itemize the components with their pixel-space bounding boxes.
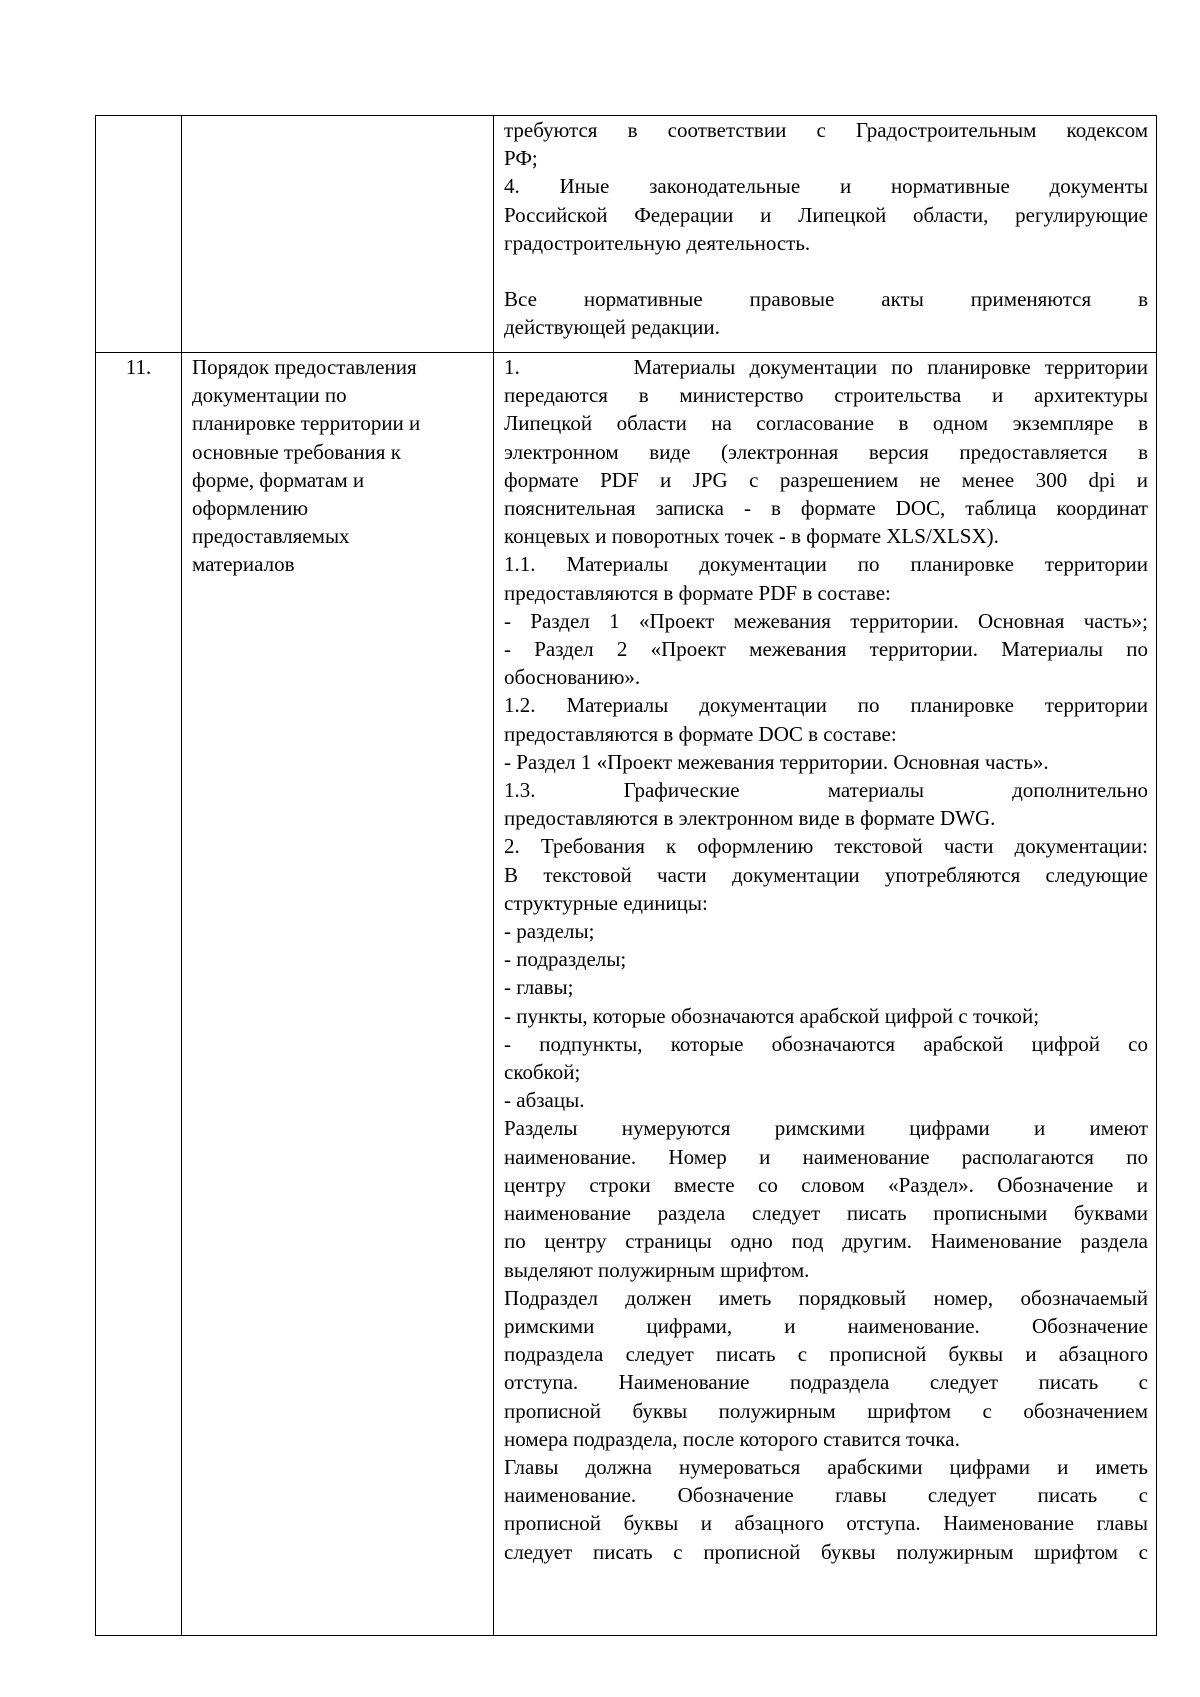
table-row [96, 353, 1157, 1636]
text-line: - пункты, которые обозначаются арабской цифрой с точкой; [504, 1003, 1040, 1028]
name-line: материалов [192, 552, 295, 577]
text-line: предоставляются в формате PDF в составе: [504, 580, 891, 605]
row-value-cell [494, 353, 1157, 1636]
text-line: - подпункты, которые обозначаются арабской цифрой со [504, 1031, 1148, 1056]
text-line: выделяют полужирным шрифтом. [504, 1257, 810, 1282]
text-line: требуются в соответствии с Градостроительным кодексом [504, 118, 1148, 142]
text-line: наименование. Обозначение главы следует писать с [504, 1483, 1148, 1508]
text-line: Подраздел должен иметь порядковый номер, обозначаемый [504, 1285, 1148, 1310]
text-line: предоставляются в электронном виде в формате DWG. [504, 806, 996, 831]
text-line: предоставляются в формате DOC в составе: [504, 721, 897, 746]
text-line: - подразделы; [504, 947, 627, 972]
name-line: документации по [192, 383, 347, 408]
text-line: структурные единицы: [504, 890, 708, 915]
text-line: отступа. Наименование подраздела следует писать с [504, 1370, 1148, 1395]
text-line: 1.3. Графические материалы дополнительно [504, 778, 1148, 803]
row-value-cell [494, 116, 1157, 353]
text-line: передаются в министерство строительства и архитектуры [504, 383, 1148, 408]
text-line: концевых и поворотных точек - в формате XLS/XLSX). [504, 524, 999, 549]
text-line: - главы; [504, 975, 574, 1000]
name-line: оформлению [192, 496, 309, 521]
text-line: обоснованию». [504, 665, 641, 690]
text-line: 4. Иные законодательные и нормативные документы [504, 174, 1148, 199]
name-line: основные требования к [192, 439, 401, 464]
text-line: по центру страницы одно под другим. Наименование раздела [504, 1229, 1148, 1254]
text-line [504, 257, 1148, 285]
row-name-cell [182, 353, 494, 1636]
name-line: планировке территории и [192, 411, 421, 436]
text-line: электронном виде (электронная версия предоставляется в [504, 439, 1148, 464]
row1-text-block [504, 116, 1148, 341]
text-line: Российской Федерации и Липецкой области, регулирующие [504, 202, 1148, 227]
text-line: номера подраздела, после которого ставится точка. [504, 1426, 960, 1451]
text-line: Главы должна нумероваться арабскими цифрами и иметь [504, 1454, 1148, 1479]
text-line: Все нормативные правовые акты применяются в [504, 287, 1148, 312]
requirements-table [95, 115, 1157, 1636]
text-line: - разделы; [504, 919, 595, 944]
table-row [96, 116, 1157, 353]
text-line: - Раздел 1 «Проект межевания территории. Основная часть». [504, 749, 1049, 774]
text-line: действующей редакции. [504, 315, 720, 340]
text-line: римскими цифрами, и наименование. Обозначение [504, 1313, 1148, 1338]
text-line: пояснительная записка - в формате DOC, таблица координат [504, 496, 1148, 521]
text-line: 1. Материалы документации по планировке территории [504, 355, 1148, 379]
text-line: подраздела следует писать с прописной буквы и абзацного [504, 1342, 1148, 1367]
text-line: 1.1. Материалы документации по планировке территории [504, 552, 1148, 577]
text-line: 2. Требования к оформлению текстовой части документации: [504, 834, 1148, 859]
name-line: Порядок предоставления [192, 355, 417, 379]
text-line: Липецкой области на согласование в одном экземпляре в [504, 411, 1148, 436]
name-line: предоставляемых [192, 524, 350, 549]
text-line: градостроительную деятельность. [504, 230, 811, 255]
text-line: наименование раздела следует писать прописными буквами [504, 1201, 1148, 1226]
text-line: - Раздел 2 «Проект межевания территории. Материалы по [504, 637, 1148, 662]
row2-name-block [192, 353, 487, 579]
text-line: - Раздел 1 «Проект межевания территории. Основная часть»; [504, 608, 1148, 633]
text-line: Разделы нумеруются римскими цифрами и имеют [504, 1116, 1148, 1141]
text-line: формате PDF и JPG с разрешением не менее 300 dpi и [504, 467, 1148, 492]
row2-text-block [504, 353, 1148, 1566]
row-name-cell [182, 116, 494, 353]
text-line: центру строки вместе со словом «Раздел». Обозначение и [504, 1172, 1148, 1197]
text-line: - абзацы. [504, 1088, 585, 1113]
text-line: следует писать с прописной буквы полужирным шрифтом с [504, 1539, 1148, 1564]
text-line: 1.2. Материалы документации по планировке территории [504, 693, 1148, 718]
text-line: РФ; [504, 146, 538, 171]
name-line: форме, форматам и [192, 467, 365, 492]
row-number-cell [96, 116, 182, 353]
text-line: прописной буквы и абзацного отступа. Наименование главы [504, 1511, 1148, 1536]
row-number-cell: 11. [96, 353, 182, 1636]
text-line: В текстовой части документации употребляются следующие [504, 862, 1148, 887]
text-line: наименование. Номер и наименование располагаются по [504, 1144, 1148, 1169]
text-line: прописной буквы полужирным шрифтом с обозначением [504, 1398, 1148, 1423]
text-line: скобкой; [504, 1060, 581, 1085]
